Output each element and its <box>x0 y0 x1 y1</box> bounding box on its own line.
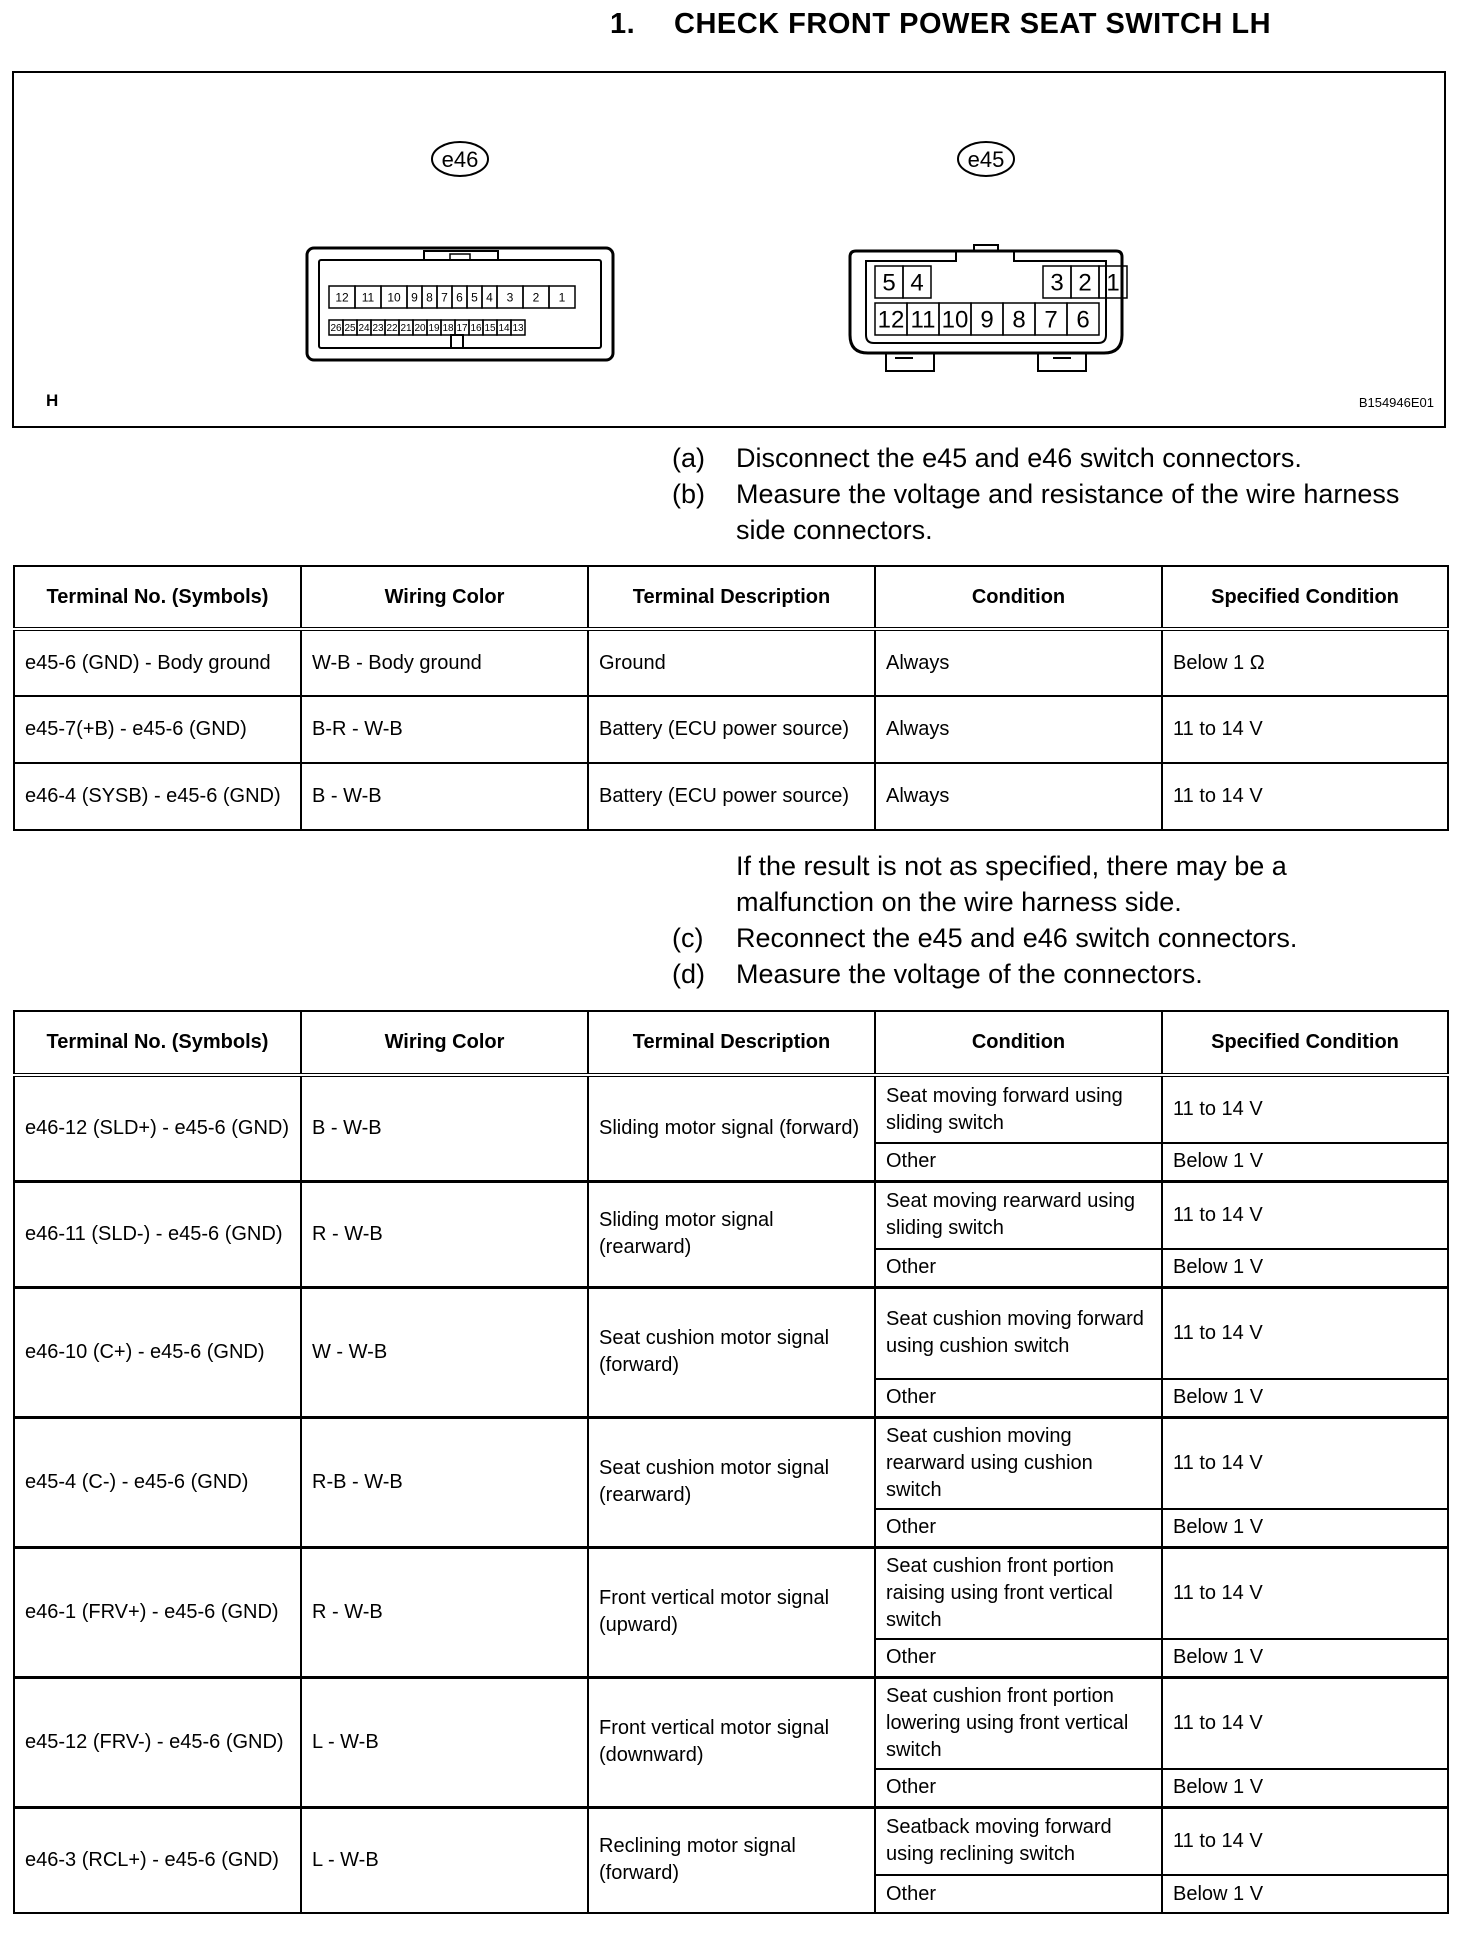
e46-top-row <box>329 286 575 308</box>
condition-cell: Other <box>875 1639 1162 1677</box>
e45-bottom-row <box>875 303 1099 335</box>
pin-number: 12 <box>335 290 349 305</box>
pin-number: 16 <box>470 323 482 335</box>
step-text: Disconnect the e45 and e46 switch connectors. <box>736 443 1302 473</box>
step-item <box>672 476 1406 548</box>
pin-number: 24 <box>358 323 370 335</box>
pin-number: 9 <box>980 306 994 334</box>
condition-cell: Seat moving rearward using sliding switch <box>875 1181 1162 1249</box>
corner-label: H <box>46 391 59 410</box>
condition-cell: Always <box>875 629 1162 696</box>
pin-number: 26 <box>330 323 342 335</box>
table-row <box>14 1181 1448 1249</box>
wiring-color-cell: B - W-B <box>301 1075 588 1181</box>
terminal-cell: e46-1 (FRV+) - e45-6 (GND) <box>14 1547 301 1677</box>
header-wiring-color: Wiring Color <box>301 1011 588 1075</box>
page-title <box>610 8 1271 41</box>
description-cell: Ground <box>588 629 875 696</box>
terminal-cell: e46-12 (SLD+) - e45-6 (GND) <box>14 1075 301 1181</box>
condition-cell: Seat moving forward using sliding switch <box>875 1075 1162 1143</box>
e45-label: e45 <box>967 147 1005 172</box>
header-specified-condition: Specified Condition <box>1162 566 1448 629</box>
table-row <box>14 696 1448 763</box>
pin-number: 21 <box>400 323 412 335</box>
wiring-color-cell: L - W-B <box>301 1677 588 1807</box>
specified-condition-cell: Below 1 Ω <box>1162 629 1448 696</box>
condition-cell: Always <box>875 763 1162 830</box>
pin-number: 19 <box>428 323 440 335</box>
step-text: Reconnect the e45 and e46 switch connectors. <box>736 923 1298 953</box>
table-row <box>14 1807 1448 1875</box>
steps-c-d <box>672 848 1416 992</box>
specified-condition-cell: Below 1 V <box>1162 1639 1448 1677</box>
specified-condition-cell: Below 1 V <box>1162 1143 1448 1181</box>
header-specified-condition: Specified Condition <box>1162 1011 1448 1075</box>
condition-group <box>14 1677 1448 1807</box>
condition-cell: Always <box>875 696 1162 763</box>
terminal-cell: e46-4 (SYSB) - e45-6 (GND) <box>14 763 301 830</box>
connector-voltage-table <box>13 1010 1449 1914</box>
e45-top-row <box>875 266 1127 298</box>
pin-number: 8 <box>426 290 433 305</box>
condition-group <box>14 1547 1448 1677</box>
pin-number: 15 <box>484 323 496 335</box>
pin-number: 2 <box>532 290 540 305</box>
step-label: (a) <box>672 443 705 473</box>
condition-group <box>14 1417 1448 1547</box>
specified-condition-cell: 11 to 14 V <box>1162 1807 1448 1875</box>
wiring-color-cell: R - W-B <box>301 1547 588 1677</box>
terminal-cell: e46-3 (RCL+) - e45-6 (GND) <box>14 1807 301 1913</box>
header-terminal: Terminal No. (Symbols) <box>14 1011 301 1075</box>
specified-condition-cell: Below 1 V <box>1162 1769 1448 1807</box>
specified-condition-cell: 11 to 14 V <box>1162 1417 1448 1509</box>
connector-diagram <box>12 71 1446 428</box>
wiring-color-cell: B - W-B <box>301 763 588 830</box>
condition-cell: Other <box>875 1875 1162 1913</box>
specified-condition-cell: Below 1 V <box>1162 1379 1448 1417</box>
terminal-cell: e45-12 (FRV-) - e45-6 (GND) <box>14 1677 301 1807</box>
pin-number: 7 <box>441 290 448 305</box>
condition-cell: Seat cushion front portion raising using front vertical switch <box>875 1547 1162 1639</box>
pin-number: 14 <box>498 323 510 335</box>
table-header-row <box>14 1011 1448 1075</box>
terminal-cell: e45-6 (GND) - Body ground <box>14 629 301 696</box>
header-wiring-color: Wiring Color <box>301 566 588 629</box>
description-cell: Sliding motor signal (rearward) <box>588 1181 875 1287</box>
header-condition: Condition <box>875 566 1162 629</box>
connector-drawing <box>14 73 1444 426</box>
step-item <box>672 440 1406 476</box>
specified-condition-cell: 11 to 14 V <box>1162 696 1448 763</box>
pin-number: 7 <box>1044 306 1058 334</box>
condition-cell: Seat cushion moving rearward using cushion switch <box>875 1417 1162 1509</box>
header-condition: Condition <box>875 1011 1162 1075</box>
table-row <box>14 1417 1448 1509</box>
e46-bottom-row <box>329 320 525 335</box>
e46-label: e46 <box>441 147 479 172</box>
condition-cell: Other <box>875 1379 1162 1417</box>
description-cell: Sliding motor signal (forward) <box>588 1075 875 1181</box>
specified-condition-cell: Below 1 V <box>1162 1249 1448 1287</box>
wiring-color-cell: B-R - W-B <box>301 696 588 763</box>
title-text: CHECK FRONT POWER SEAT SWITCH LH <box>674 8 1272 40</box>
condition-group <box>14 1287 1448 1417</box>
condition-cell: Seat cushion front portion lowering using front vertical switch <box>875 1677 1162 1769</box>
table-header-row <box>14 566 1448 629</box>
pin-number: 4 <box>910 269 924 297</box>
specified-condition-cell: 11 to 14 V <box>1162 1547 1448 1639</box>
pin-number: 10 <box>387 290 401 305</box>
wiring-color-cell: R - W-B <box>301 1181 588 1287</box>
pin-number: 18 <box>442 323 454 335</box>
note <box>672 848 1416 920</box>
step-number: 1. <box>610 8 636 40</box>
condition-group <box>14 1181 1448 1287</box>
pin-number: 10 <box>941 306 969 334</box>
condition-group <box>14 1075 1448 1181</box>
step-label: (d) <box>672 959 705 989</box>
pin-number: 23 <box>372 323 384 335</box>
pin-number: 13 <box>512 323 524 335</box>
pin-number: 12 <box>877 306 905 334</box>
header-terminal: Terminal No. (Symbols) <box>14 566 301 629</box>
terminal-cell: e45-7(+B) - e45-6 (GND) <box>14 696 301 763</box>
table-row <box>14 1677 1448 1769</box>
pin-number: 11 <box>910 306 936 334</box>
table-row <box>14 763 1448 830</box>
pin-number: 8 <box>1012 306 1026 334</box>
specified-condition-cell: 11 to 14 V <box>1162 1181 1448 1249</box>
condition-cell: Other <box>875 1769 1162 1807</box>
step-label: (c) <box>672 923 704 953</box>
description-cell: Reclining motor signal (forward) <box>588 1807 875 1913</box>
step-item <box>672 956 1416 992</box>
condition-cell: Seat cushion moving forward using cushion switch <box>875 1287 1162 1379</box>
table-row <box>14 1547 1448 1639</box>
pin-number: 6 <box>456 290 463 305</box>
description-cell: Seat cushion motor signal (rearward) <box>588 1417 875 1547</box>
description-cell: Battery (ECU power source) <box>588 763 875 830</box>
step-item <box>672 920 1416 956</box>
specified-condition-cell: 11 to 14 V <box>1162 1287 1448 1379</box>
pin-number: 22 <box>386 323 398 335</box>
step-label: (b) <box>672 479 705 509</box>
description-cell: Battery (ECU power source) <box>588 696 875 763</box>
note-text: If the result is not as specified, there may be a malfunction on the wire harness side. <box>736 851 1287 917</box>
pin-number: 1 <box>558 290 566 305</box>
specified-condition-cell: 11 to 14 V <box>1162 1075 1448 1143</box>
wiring-color-cell: R-B - W-B <box>301 1417 588 1547</box>
condition-cell: Other <box>875 1509 1162 1547</box>
table-row <box>14 1287 1448 1379</box>
header-description: Terminal Description <box>588 1011 875 1075</box>
wiring-color-cell: W-B - Body ground <box>301 629 588 696</box>
wiring-color-cell: W - W-B <box>301 1287 588 1417</box>
description-cell: Front vertical motor signal (downward) <box>588 1677 875 1807</box>
pin-number: 4 <box>486 290 493 305</box>
step-text: Measure the voltage and resistance of the wire harness side connectors. <box>736 479 1400 545</box>
specified-condition-cell: Below 1 V <box>1162 1875 1448 1913</box>
specified-condition-cell: 11 to 14 V <box>1162 763 1448 830</box>
pin-number: 20 <box>414 323 426 335</box>
table-row <box>14 629 1448 696</box>
terminal-cell: e46-11 (SLD-) - e45-6 (GND) <box>14 1181 301 1287</box>
terminal-cell: e45-4 (C-) - e45-6 (GND) <box>14 1417 301 1547</box>
pin-number: 1 <box>1106 269 1120 297</box>
specified-condition-cell: Below 1 V <box>1162 1509 1448 1547</box>
specified-condition-cell: 11 to 14 V <box>1162 1677 1448 1769</box>
step-text: Measure the voltage of the connectors. <box>736 959 1203 989</box>
pin-number: 25 <box>344 323 356 335</box>
pin-number: 5 <box>882 269 896 297</box>
wiring-color-cell: L - W-B <box>301 1807 588 1913</box>
harness-check-table <box>13 565 1449 831</box>
steps-a-b <box>672 440 1406 548</box>
pin-number: 9 <box>411 290 418 305</box>
description-cell: Front vertical motor signal (upward) <box>588 1547 875 1677</box>
condition-group <box>14 1807 1448 1913</box>
pin-number: 2 <box>1078 269 1092 297</box>
header-description: Terminal Description <box>588 566 875 629</box>
terminal-cell: e46-10 (C+) - e45-6 (GND) <box>14 1287 301 1417</box>
figure-code: B154946E01 <box>1358 395 1434 410</box>
pin-number: 5 <box>471 290 478 305</box>
pin-number: 3 <box>506 290 514 305</box>
pin-number: 17 <box>456 323 468 335</box>
condition-cell: Seatback moving forward using reclining switch <box>875 1807 1162 1875</box>
condition-cell: Other <box>875 1143 1162 1181</box>
pin-number: 6 <box>1076 306 1090 334</box>
condition-cell: Other <box>875 1249 1162 1287</box>
description-cell: Seat cushion motor signal (forward) <box>588 1287 875 1417</box>
pin-number: 3 <box>1050 269 1064 297</box>
table-row <box>14 1075 1448 1143</box>
pin-number: 11 <box>361 290 375 305</box>
